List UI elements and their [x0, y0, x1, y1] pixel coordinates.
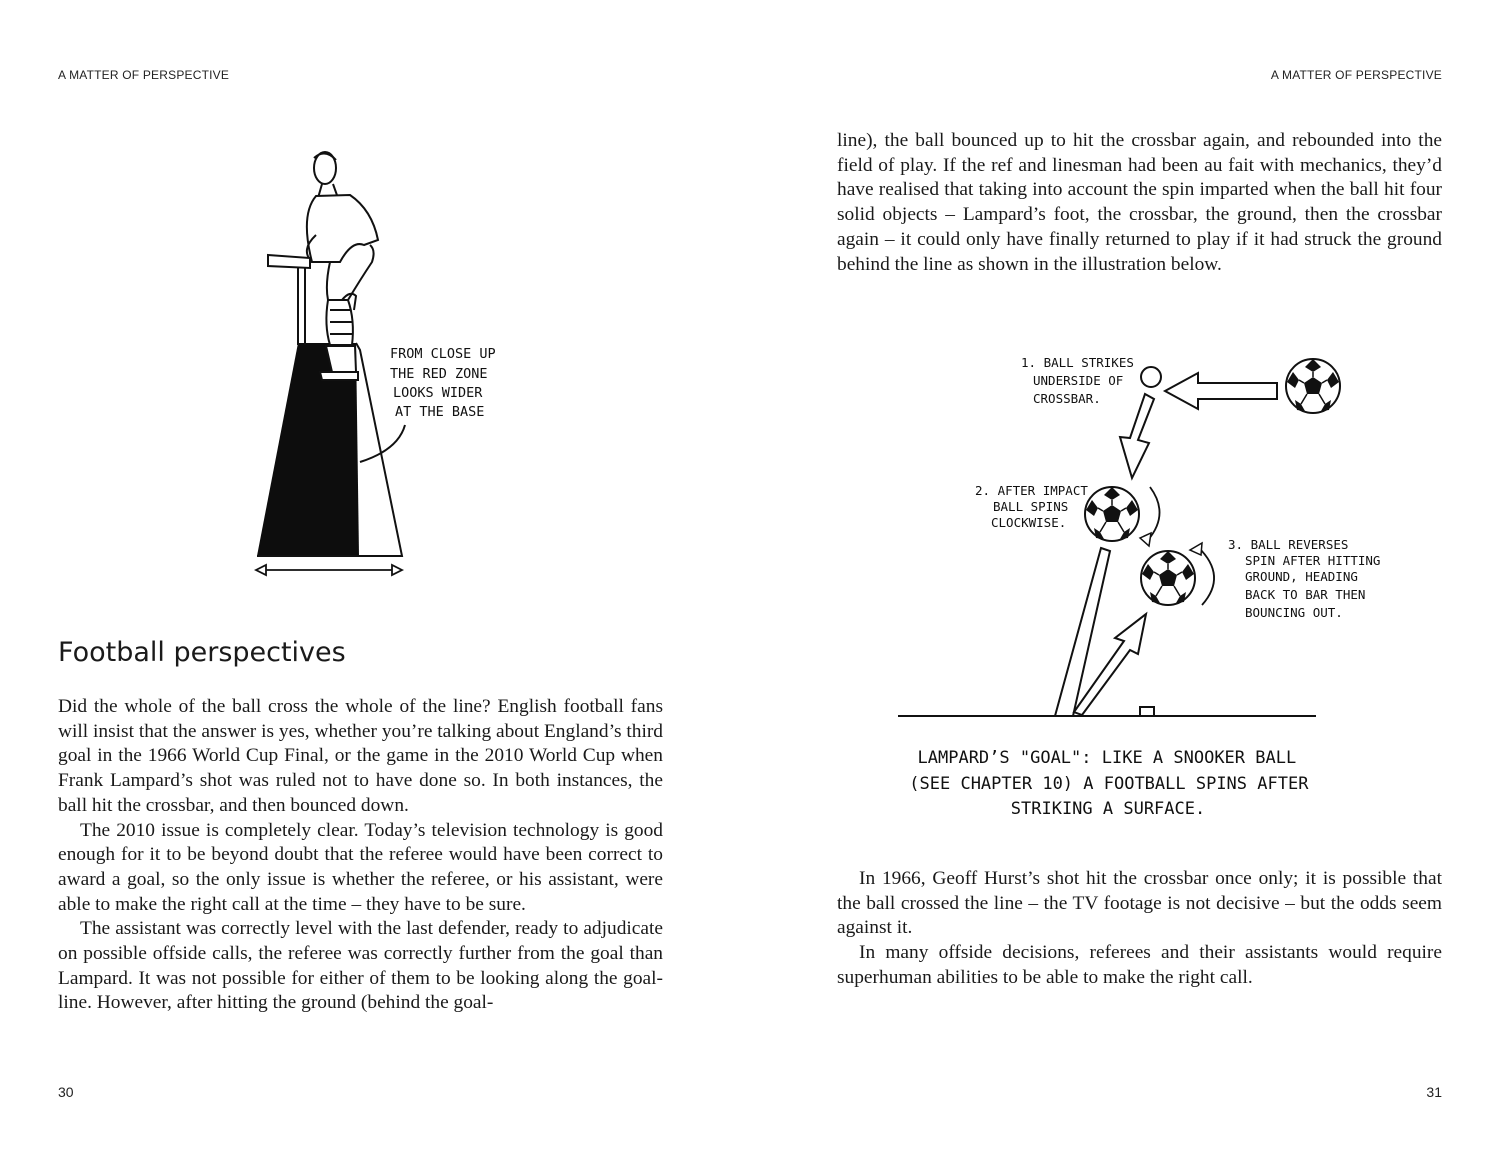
- paragraph: line), the ball bounced up to hit the crossbar again, and rebounded into the field of play. If the ref and linesman had been au fait with mechanics, they’d have realised that taking into account the spin imparted when the ball hit four solid objects – Lampard’s foot, the crossbar, the ground, then the crossbar again – it could only have finally returned to play if it had struck the ground behind the line as shown in the illustration below.: [837, 130, 1442, 275]
- label-ball-strikes: 1. BALL STRIKES UNDERSIDE OF CROSSBAR.: [1021, 355, 1134, 406]
- deflection-arrow: [1120, 394, 1154, 478]
- running-head-right: A MATTER OF PERSPECTIVE: [1270, 68, 1442, 82]
- football-icon: [1286, 359, 1340, 413]
- section-heading: Football perspectives: [58, 637, 346, 668]
- paragraph: In 1966, Geoff Hurst’s shot hit the crossbar once only; it is possible that the ball crossed the line – the TV footage is not decisive – but the odds seem against it.: [837, 868, 1442, 939]
- page-number-left: 30: [58, 1084, 74, 1100]
- clockwise-spin-icon: [1148, 487, 1160, 540]
- football-spin-illustration: [750, 0, 1500, 860]
- paragraph: Did the whole of the ball cross the whole of the line? English football fans will insist that the answer is yes, whether you’re talking about England’s third goal in the 1966 World Cup Final, or the game in the 2010 World Cup when Frank Lampard’s shot was ruled not to have done so. In both instances, the ball hit the crossbar, and then bounced down.: [58, 696, 663, 816]
- crossbar-icon: [1141, 367, 1161, 387]
- illustration-caption: LAMPARD’S "GOAL": LIKE A SNOOKER BALL (SEE CHAPTER 10) A FOOTBALL SPINS AFTER STRIKING A SURFACE.: [909, 748, 1309, 819]
- page-number-right: 31: [1426, 1084, 1442, 1100]
- incoming-arrow: [1165, 373, 1277, 409]
- right-page: [750, 0, 1500, 1151]
- goal-line-marker: [1140, 707, 1154, 716]
- cricket-perspective-illustration: [0, 0, 750, 620]
- bounce-down-arrow: [1055, 548, 1110, 716]
- width-arrow: [256, 565, 402, 575]
- reverse-spin-icon: [1198, 547, 1214, 605]
- label-ball-reverses: 3. BALL REVERSES SPIN AFTER HITTING GROUND, HEADING BACK TO BAR THEN BOUNCING OUT.: [1228, 537, 1381, 620]
- running-head-left: A MATTER OF PERSPECTIVE: [58, 68, 230, 82]
- paragraph: The assistant was correctly level with the last defender, ready to adjudicate on possible offside calls, the referee was correctly further from the goal than Lampard. It was not possible for either of them to be looking along the goal-line. However, after hitting the ground (behind the goal-: [58, 918, 663, 1014]
- right-body-text-bottom: [837, 867, 1442, 991]
- paragraph: In many offside decisions, referees and their assistants would require superhuman abilities to be able to make the right call.: [837, 942, 1442, 988]
- paragraph: The 2010 issue is completely clear. Today’s television technology is good enough for it to be beyond doubt that the referee would have been correct to award a goal, so the only issue is whether the referee, or his assistant, were able to make the right call at the time – they have to be sure.: [58, 819, 663, 915]
- illustration-caption: FROM CLOSE UP THE RED ZONE LOOKS WIDER AT THE BASE: [390, 346, 496, 420]
- label-after-impact: 2. AFTER IMPACT BALL SPINS CLOCKWISE.: [975, 483, 1088, 530]
- left-body-text: [58, 695, 663, 1016]
- football-icon: [1141, 551, 1195, 605]
